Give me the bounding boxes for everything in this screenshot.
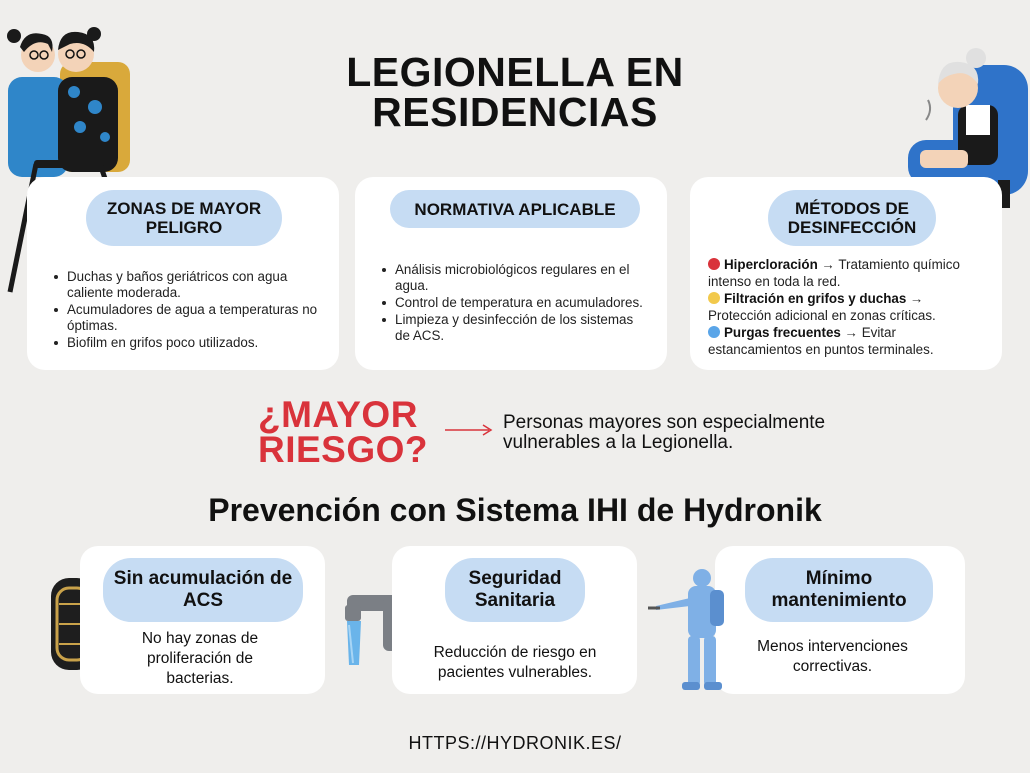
benefit-heading: Sin acumulación de ACS [103,558,303,622]
list-item: Limpieza y desinfección de los sistemas de ACS. [380,312,645,344]
benefit-text: Reducción de riesgo en pacientes vulnerables. [433,644,597,681]
page-title: LEGIONELLA EN RESIDENCIAS [346,49,684,135]
risk-statement: Personas mayores son especialmente vulnerables a la Legionella. [503,412,826,453]
method-item: Purgas frecuentes → Evitar estancamientos en puntos terminales. [708,325,934,357]
arrow-right-icon [445,423,493,437]
method-item: Filtración en grifos y duchas → Protección adicional en zonas críticas. [708,291,936,323]
list-item: Duchas y baños geriátricos con agua caliente moderada. [52,269,322,301]
benefit-text: No hay zonas de proliferación de bacterias. [141,630,259,687]
method-item: Hipercloración → Tratamiento químico intenso en toda la red. [708,257,960,289]
metodos-list [708,256,988,358]
list-item: Control de temperatura en acumuladores. [380,295,645,311]
prevention-title: Prevención con Sistema IHI de Hydronik [208,492,822,528]
benefit-text: Menos intervenciones correctivas. [757,638,908,675]
yellow-dot-icon [708,292,720,304]
hazmat-worker-icon [648,566,738,694]
list-item: Biofilm en grifos poco utilizados. [52,335,322,351]
benefit-heading: Seguridad Sanitaria [445,558,585,622]
risk-question: ¿MAYOR RIESGO? [258,394,429,470]
normativa-heading: NORMATIVA APLICABLE [390,190,640,228]
normativa-list [380,262,645,345]
list-item: Análisis microbiológicos regulares en el agua. [380,262,645,294]
list-item: Acumuladores de agua a temperaturas no óptimas. [52,302,322,334]
zonas-peligro-list [52,269,322,352]
benefit-heading: Mínimo mantenimiento [745,558,933,622]
zonas-peligro-heading: ZONAS DE MAYOR PELIGRO [86,190,282,246]
red-dot-icon [708,258,720,270]
metodos-heading: MÉTODOS DE DESINFECCIÓN [768,190,936,246]
blue-dot-icon [708,326,720,338]
website-link[interactable]: HTTPS://HYDRONIK.ES/ [408,733,622,753]
